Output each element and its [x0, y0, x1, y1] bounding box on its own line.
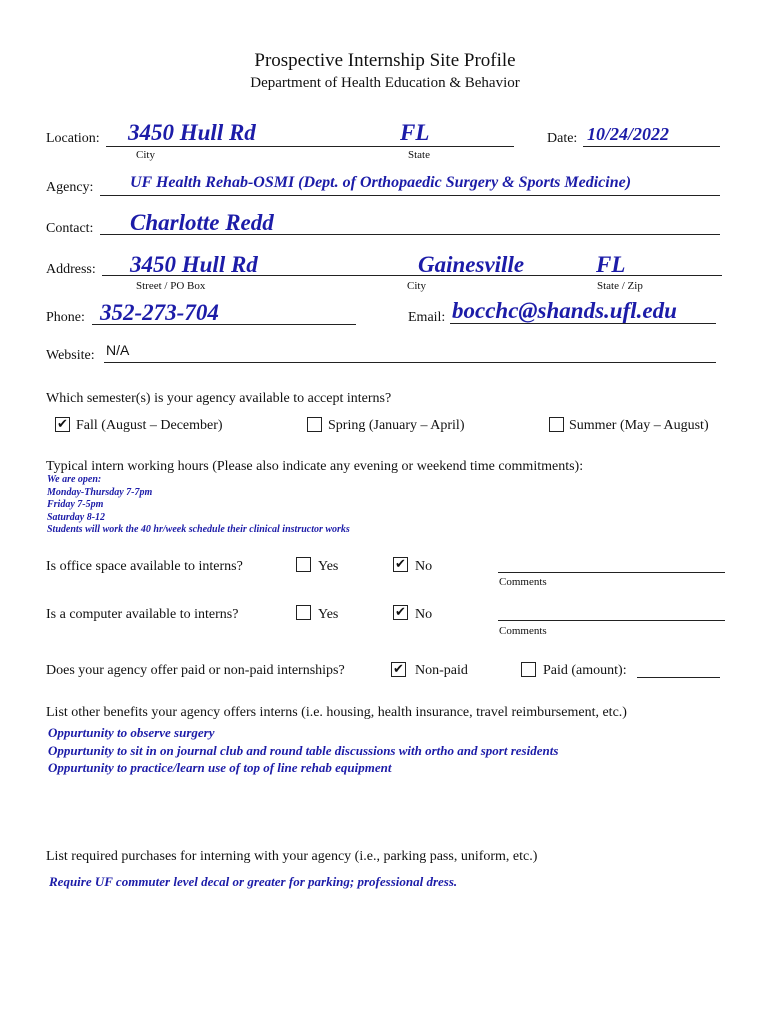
summer-checkbox[interactable]	[549, 417, 564, 432]
office-comments-caption: Comments	[499, 576, 547, 588]
nonpaid-checkbox[interactable]: ✔	[391, 662, 406, 677]
address-label: Address:	[46, 262, 96, 277]
purchases-value[interactable]: Require UF commuter level decal or greater for parking; professional dress.	[49, 874, 458, 889]
purchases-question: List required purchases for interning with your agency (i.e., parking pass, uniform, etc.)	[46, 849, 538, 864]
paid-question: Does your agency offer paid or non-paid internships?	[46, 663, 345, 678]
computer-no-checkbox[interactable]: ✔	[393, 605, 408, 620]
phone-value[interactable]: 352-273-704	[100, 300, 219, 325]
hours-line: Saturday 8-12	[47, 511, 106, 523]
computer-comments-line[interactable]	[498, 620, 725, 621]
benefit-line: Oppurtunity to sit in on journal club and round table discussions with ortho and sport residents	[48, 742, 559, 758]
email-value[interactable]: bocchc@shands.ufl.edu	[452, 298, 677, 323]
agency-underline	[100, 195, 720, 196]
date-value[interactable]: 10/24/2022	[587, 124, 670, 144]
website-label: Website:	[46, 348, 95, 363]
date-underline	[583, 146, 720, 147]
website-value[interactable]: N/A	[106, 342, 130, 358]
computer-comments-caption: Comments	[499, 625, 547, 637]
contact-label: Contact:	[46, 221, 94, 236]
office-no-label: No	[415, 559, 433, 574]
office-yes-label: Yes	[318, 559, 339, 574]
benefits-answer[interactable]	[48, 724, 558, 777]
location-state-caption: State	[408, 149, 430, 161]
hours-line: Students will work the 40 hr/week schedule their clinical instructor works	[47, 524, 350, 535]
address-street-caption: Street / PO Box	[136, 280, 206, 292]
hours-line: Monday-Thursday 7-7pm	[47, 486, 153, 498]
phone-label: Phone:	[46, 310, 85, 325]
hours-question: Typical intern working hours (Please also indicate any evening or weekend time commitments):	[46, 459, 584, 474]
semester-question: Which semester(s) is your agency available to accept interns?	[46, 391, 392, 406]
address-city-caption: City	[407, 280, 426, 292]
fall-checkbox[interactable]: ✔	[55, 417, 70, 432]
computer-yes-checkbox[interactable]	[296, 605, 311, 620]
spring-label: Spring (January – April)	[328, 418, 465, 433]
fall-label: Fall (August – December)	[76, 418, 223, 433]
paid-label: Paid (amount):	[543, 663, 627, 678]
office-space-question: Is office space available to interns?	[46, 559, 243, 574]
office-yes-checkbox[interactable]	[296, 557, 311, 572]
benefit-line: Oppurtunity to observe surgery	[48, 725, 215, 740]
address-state-value[interactable]: FL	[596, 252, 626, 277]
computer-question: Is a computer available to interns?	[46, 607, 239, 622]
benefits-question: List other benefits your agency offers interns (i.e. housing, health insurance, travel reimbursement, etc.)	[46, 705, 627, 720]
hours-answer[interactable]	[47, 474, 350, 537]
location-label: Location:	[46, 131, 100, 146]
address-state-zip-caption: State / Zip	[597, 280, 643, 292]
spring-checkbox[interactable]	[307, 417, 322, 432]
computer-yes-label: Yes	[318, 607, 339, 622]
page-subtitle: Department of Health Education & Behavior	[250, 75, 520, 91]
contact-value[interactable]: Charlotte Redd	[130, 210, 274, 235]
benefit-line: Oppurtunity to practice/learn use of top of line rehab equipment	[48, 760, 392, 775]
office-comments-line[interactable]	[498, 572, 725, 573]
summer-label: Summer (May – August)	[569, 418, 709, 433]
location-city-caption: City	[136, 149, 155, 161]
location-city-value[interactable]: 3450 Hull Rd	[128, 120, 256, 145]
address-street-value[interactable]: 3450 Hull Rd	[130, 252, 258, 277]
hours-line: We are open:	[47, 474, 102, 485]
date-label: Date:	[547, 131, 578, 146]
page-title: Prospective Internship Site Profile	[254, 50, 516, 71]
address-city-value[interactable]: Gainesville	[418, 252, 525, 277]
nonpaid-label: Non-paid	[415, 663, 468, 678]
location-underline	[106, 146, 514, 147]
agency-label: Agency:	[46, 180, 94, 195]
website-underline	[104, 362, 716, 363]
paid-checkbox[interactable]	[521, 662, 536, 677]
computer-no-label: No	[415, 607, 433, 622]
location-state-value[interactable]: FL	[400, 120, 430, 145]
paid-amount-line[interactable]	[637, 677, 720, 678]
office-no-checkbox[interactable]: ✔	[393, 557, 408, 572]
agency-value[interactable]: UF Health Rehab-OSMI (Dept. of Orthopaedic Surgery & Sports Medicine)	[130, 174, 632, 191]
hours-line: Friday 7-5pm	[47, 499, 104, 510]
email-label: Email:	[408, 310, 446, 325]
